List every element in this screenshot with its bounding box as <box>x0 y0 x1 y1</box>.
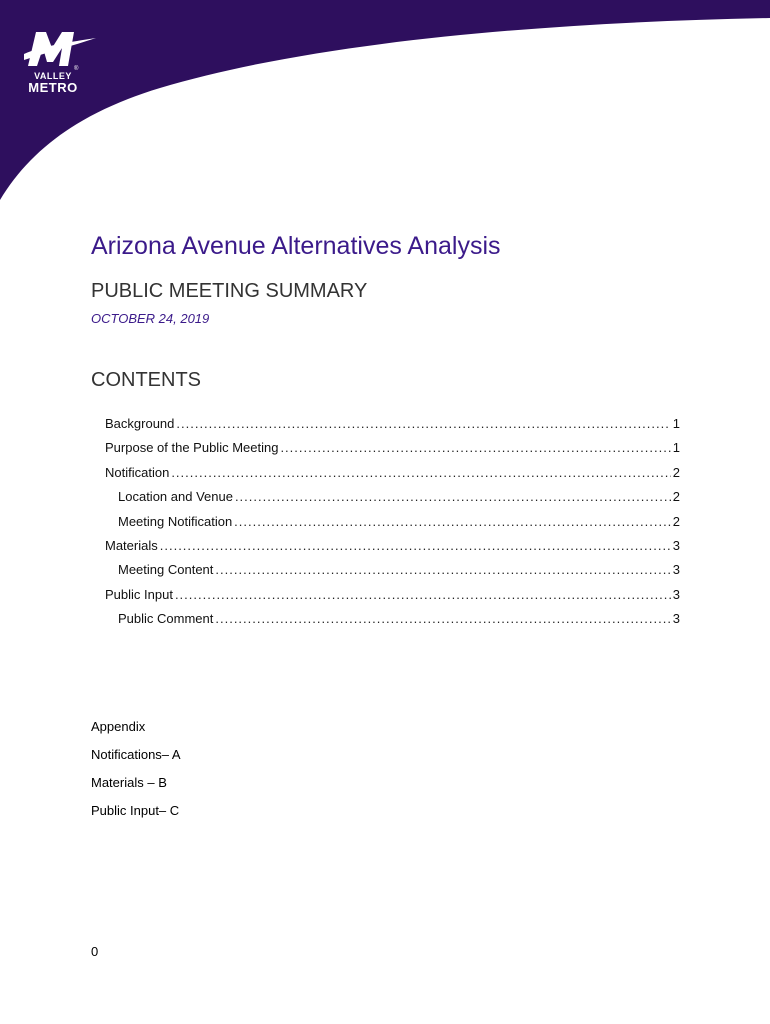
logo-valley-text: VALLEY <box>34 71 72 81</box>
toc-entry-page: 2 <box>672 464 680 480</box>
toc-dot-leader <box>234 514 671 529</box>
toc-dot-leader <box>176 416 670 431</box>
toc-entry-page: 2 <box>672 489 680 505</box>
logo-metro-text: METRO <box>28 80 78 95</box>
document-subtitle: PUBLIC MEETING SUMMARY <box>91 280 368 302</box>
toc-entry-page: 3 <box>672 611 680 627</box>
toc-dot-leader <box>171 465 670 480</box>
toc-entry-label: Background <box>105 416 175 431</box>
toc-entry-label: Purpose of the Public Meeting <box>105 440 279 456</box>
appendix-item: Public Input– C <box>91 803 180 818</box>
toc-subentry[interactable] <box>105 514 680 538</box>
toc-dot-leader <box>280 440 670 455</box>
appendix-item: Notifications– A <box>91 747 181 762</box>
registered-mark: ® <box>74 66 79 72</box>
toc-entry-label: Materials <box>105 537 158 553</box>
document-date: OCTOBER 24, 2019 <box>91 311 210 326</box>
toc-dot-leader <box>215 562 670 577</box>
appendix-item: Materials – B <box>91 775 167 790</box>
toc-entry-page: 3 <box>672 537 680 553</box>
toc-entry-page: 1 <box>672 416 680 431</box>
toc-entry-label: Public Input <box>105 586 173 602</box>
toc-dot-leader <box>160 538 671 553</box>
toc-entry[interactable] <box>105 416 680 440</box>
toc-subentry[interactable] <box>105 562 680 586</box>
table-of-contents <box>105 416 680 636</box>
toc-entry-label: Public Comment <box>118 611 214 627</box>
appendix-heading: Appendix <box>91 719 146 734</box>
toc-subentry[interactable] <box>105 611 680 635</box>
toc-entry-page: 3 <box>672 586 680 602</box>
toc-entry-label: Location and Venue <box>118 489 233 505</box>
toc-entry[interactable] <box>105 465 680 489</box>
toc-entry-page: 1 <box>672 440 680 456</box>
toc-entry[interactable] <box>105 440 680 464</box>
toc-entry-label: Notification <box>105 464 170 480</box>
toc-dot-leader <box>235 489 671 504</box>
toc-entry-label: Meeting Notification <box>118 513 233 529</box>
toc-entry-page: 3 <box>672 562 680 578</box>
toc-entry[interactable] <box>105 538 680 562</box>
document-title: Arizona Avenue Alternatives Analysis <box>91 232 501 260</box>
toc-subentry[interactable] <box>105 489 680 513</box>
toc-entry-page: 2 <box>672 513 680 529</box>
toc-dot-leader <box>215 611 670 626</box>
toc-dot-leader <box>175 587 671 602</box>
toc-entry[interactable] <box>105 587 680 611</box>
toc-entry-label: Meeting Content <box>118 562 214 578</box>
contents-heading: CONTENTS <box>91 369 201 391</box>
page-number: 0 <box>91 944 99 959</box>
header-banner <box>0 0 770 210</box>
appendix-section <box>91 717 181 829</box>
